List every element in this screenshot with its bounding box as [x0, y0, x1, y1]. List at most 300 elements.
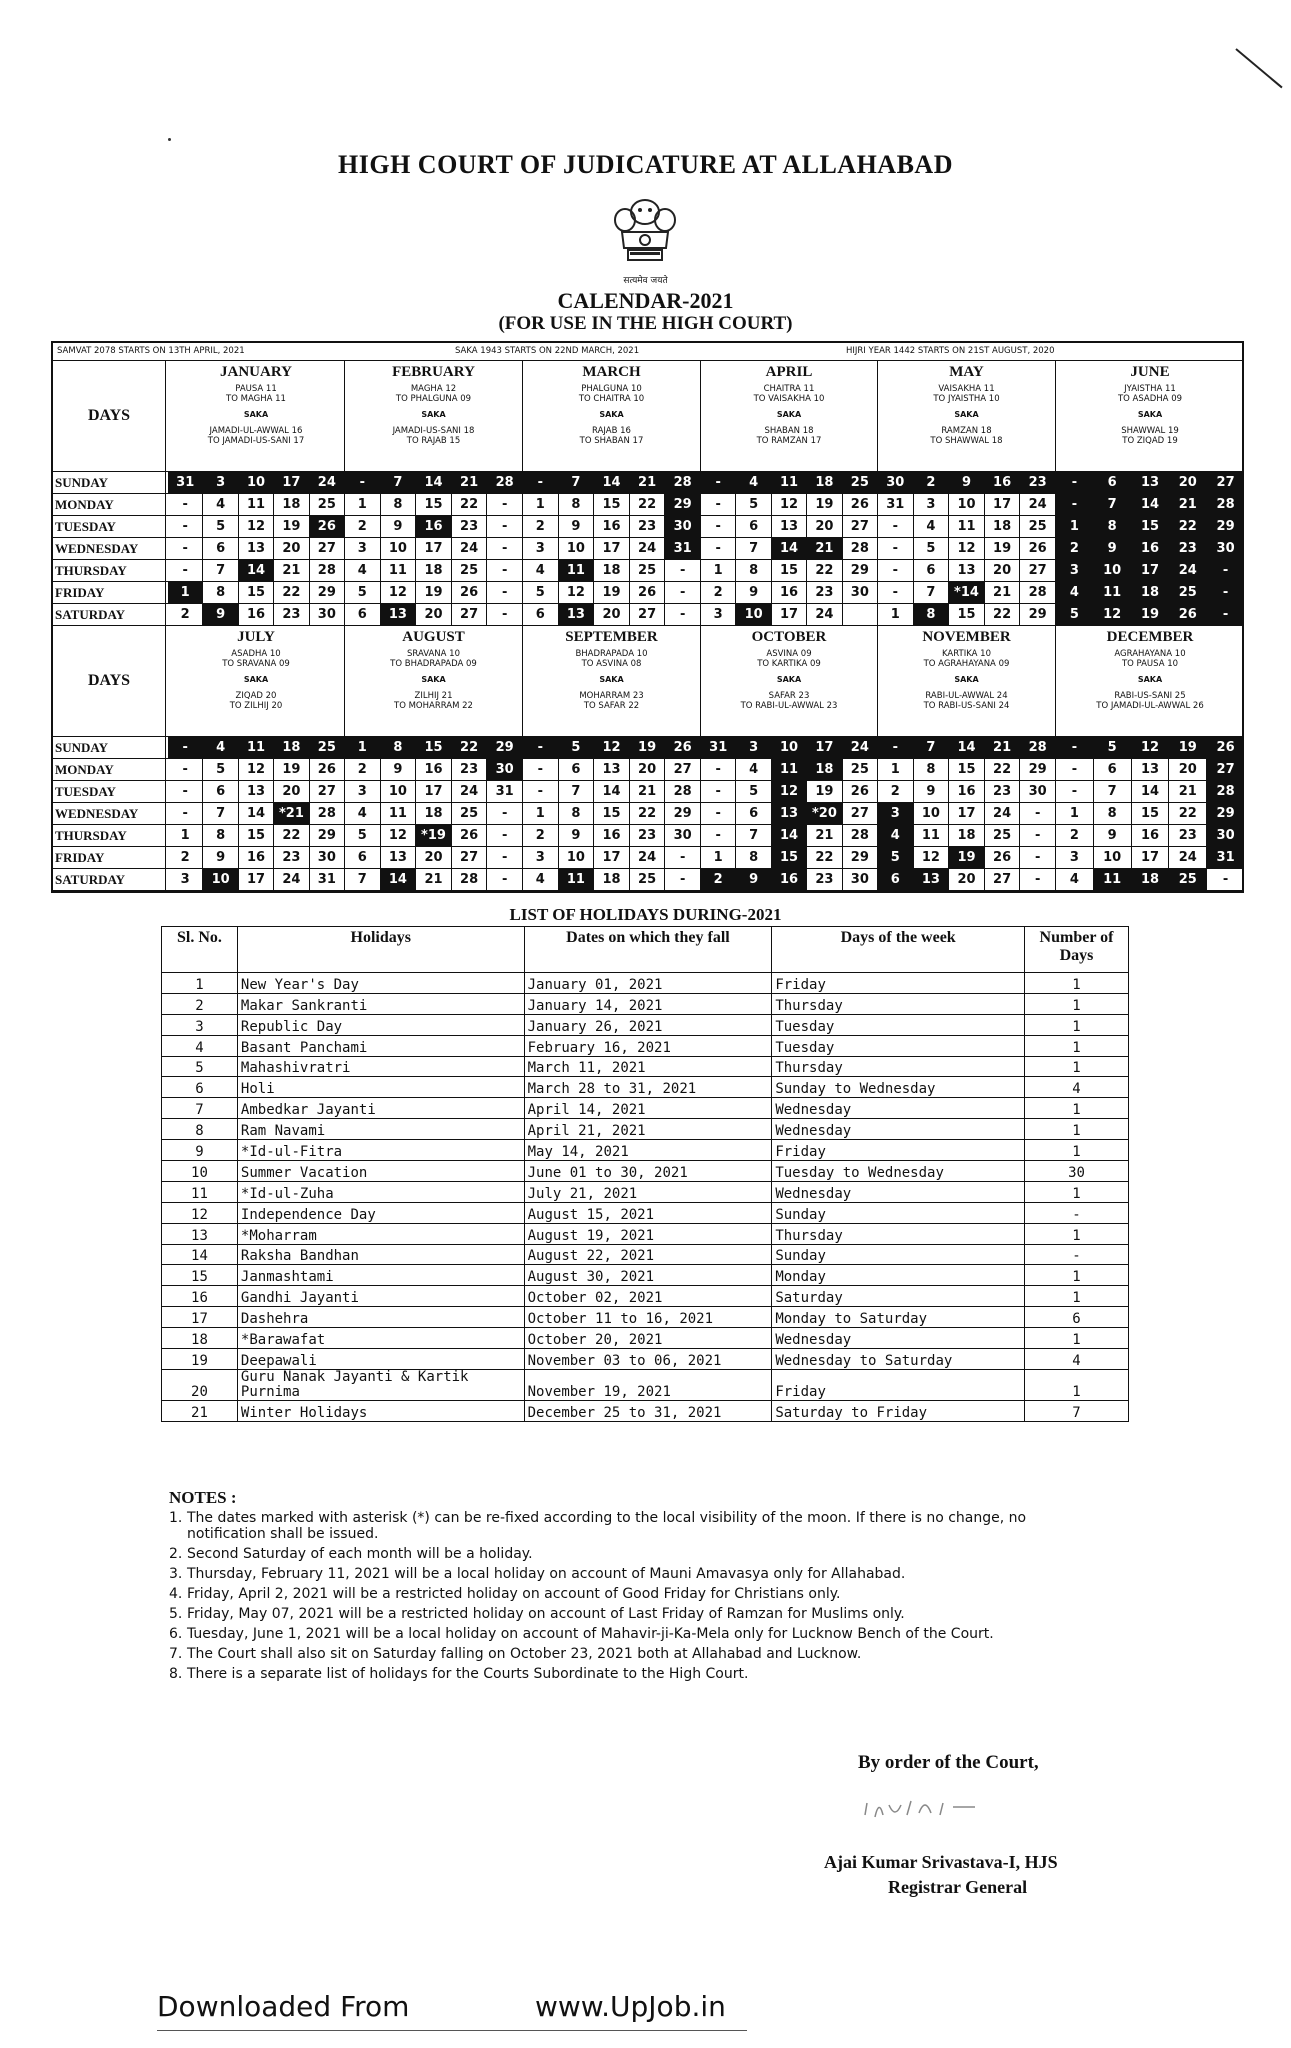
hindu-month-from: ASVINA 09	[766, 649, 812, 659]
date-cell: 25	[985, 825, 1021, 847]
month-week-cells	[701, 781, 878, 803]
date-cell: 27	[317, 541, 336, 556]
holiday-date-cell: 9	[1094, 538, 1132, 560]
holiday-row	[162, 1307, 1129, 1328]
month-week-cells	[168, 847, 345, 869]
holiday-row	[162, 1244, 1129, 1265]
date-cell: 17	[1132, 847, 1170, 869]
holiday-date-cell: 3	[1056, 560, 1094, 582]
weekday-label: FRIDAY	[53, 582, 166, 604]
hindu-month-from: KARTIKA 10	[942, 649, 991, 659]
date-cell: 21	[985, 582, 1021, 604]
hijri-month-to: TO JAMADI-US-SANI 17	[207, 436, 305, 446]
holiday-num-days: 1	[1025, 1286, 1129, 1307]
date-cell: 3	[345, 781, 381, 803]
note-number: 1.	[169, 1510, 183, 1526]
holiday-weekdays: Friday	[772, 1140, 1025, 1161]
holiday-row	[162, 1223, 1129, 1244]
month-week-cells	[1056, 516, 1244, 538]
date-cell: -	[501, 497, 508, 512]
date-cell: 25	[850, 762, 869, 777]
date-cell: 4	[914, 516, 950, 538]
month-name: DECEMBER	[1106, 629, 1194, 645]
holiday-date-cell: 11	[1094, 582, 1132, 604]
saka-info: SAKA 1943 STARTS ON 22ND MARCH, 2021	[455, 346, 640, 356]
holiday-name: Basant Panchami	[237, 1035, 524, 1056]
holiday-date-cell: 21	[1169, 494, 1207, 516]
hijri-month-from: SAFAR 23	[768, 691, 810, 701]
motto: सत्यमेव जयते	[623, 276, 668, 286]
saka-label: SAKA	[954, 410, 979, 419]
holiday-sl-no: 17	[162, 1307, 238, 1328]
holiday-date-cell: 2	[1056, 538, 1094, 560]
holiday-date-cell: 22	[452, 737, 488, 759]
month-header-september	[523, 626, 701, 736]
holiday-num-days: -	[1025, 1202, 1129, 1223]
date-cell: -	[679, 850, 686, 865]
date-cell: -	[501, 850, 508, 865]
holiday-date-cell: 7	[559, 472, 595, 494]
weekday-label: SATURDAY	[53, 869, 166, 891]
date-cell: -	[679, 872, 686, 887]
date-cell: 8	[1094, 803, 1132, 825]
date-cell: 28	[317, 806, 336, 821]
date-cell: 25	[1028, 519, 1047, 534]
date-cell: 27	[985, 869, 1021, 891]
date-cell: 28	[317, 563, 336, 578]
date-cell: 22	[807, 560, 842, 582]
date-cell: 27	[1028, 563, 1047, 578]
date-cell: 9	[203, 847, 238, 869]
date-cell: 23	[630, 516, 666, 538]
date-cell: 25	[630, 560, 666, 582]
month-week-cells	[168, 737, 345, 759]
holiday-date-cell: 17	[274, 472, 309, 494]
holiday-date-cell: 4	[1056, 582, 1094, 604]
date-cell: 13	[239, 781, 274, 803]
month-week-cells	[878, 516, 1056, 538]
date-cell: 2	[168, 847, 203, 869]
date-cell: 20	[416, 604, 452, 626]
holiday-dates: January 26, 2021	[524, 1014, 772, 1035]
date-cell: 21	[807, 825, 842, 847]
holiday-date-cell: 12	[594, 737, 630, 759]
date-cell: 4	[345, 803, 381, 825]
date-cell: 22	[985, 759, 1021, 781]
calendar-subtitle: (FOR USE IN THE HIGH COURT)	[498, 313, 793, 334]
date-cell: 20	[274, 781, 309, 803]
holiday-date-cell: -	[523, 472, 559, 494]
holiday-date-cell: 24	[843, 737, 877, 759]
date-cell: 7	[736, 825, 771, 847]
hindu-month-from: SRAVANA 10	[406, 649, 460, 659]
date-cell: 4	[523, 560, 559, 582]
date-cell: 9	[381, 759, 417, 781]
date-cell: 22	[274, 825, 309, 847]
note-item	[169, 1626, 1069, 1642]
holiday-date-cell: *21	[274, 803, 309, 825]
date-cell: 6	[345, 604, 381, 626]
holiday-weekdays: Friday	[772, 973, 1025, 994]
holiday-sl-no: 21	[162, 1400, 238, 1421]
holiday-sl-no: 14	[162, 1244, 238, 1265]
date-cell: 6	[1094, 759, 1132, 781]
date-cell: 15	[949, 759, 985, 781]
date-cell: 10	[559, 847, 595, 869]
month-week-cells	[878, 472, 1056, 494]
month-header-april	[701, 361, 878, 471]
date-cell: 17	[416, 538, 452, 560]
holiday-date-cell: 3	[736, 737, 771, 759]
date-cell: 21	[1169, 781, 1207, 803]
date-cell: -	[701, 538, 736, 560]
holiday-row	[162, 993, 1129, 1014]
date-cell: 9	[736, 582, 771, 604]
date-cell: -	[878, 538, 914, 560]
date-cell: 16	[416, 759, 452, 781]
weekday-row	[53, 582, 1242, 604]
holiday-date-cell: 9	[736, 869, 771, 891]
date-cell: -	[1056, 759, 1094, 781]
date-cell: 6	[559, 759, 595, 781]
date-cell: 9	[914, 781, 950, 803]
month-week-cells	[701, 604, 878, 626]
holiday-sl-no: 1	[162, 973, 238, 994]
holiday-weekdays: Monday to Saturday	[772, 1307, 1025, 1328]
weekday-label: SUNDAY	[53, 472, 166, 494]
date-cell: 26	[630, 582, 666, 604]
holiday-num-days: 1	[1025, 1369, 1129, 1400]
holiday-date-cell: 28	[1020, 737, 1055, 759]
holiday-date-cell: 15	[772, 847, 807, 869]
holiday-num-days: 6	[1025, 1307, 1129, 1328]
days-column-header: DAYS	[53, 626, 166, 736]
holiday-num-days: 7	[1025, 1400, 1129, 1421]
month-week-cells	[878, 825, 1056, 847]
holiday-name: Republic Day	[237, 1014, 524, 1035]
holiday-date-cell: 18	[1132, 869, 1170, 891]
speck	[168, 138, 171, 141]
holiday-date-cell: 26	[1207, 737, 1244, 759]
holiday-date-cell: 21	[807, 538, 842, 560]
calendar-half-jul-dec	[53, 626, 1242, 891]
holiday-date-cell: 30	[1207, 825, 1244, 847]
notes-list	[169, 1510, 1069, 1686]
holiday-dates: March 28 to 31, 2021	[524, 1077, 772, 1098]
holiday-date-cell: 9	[203, 604, 238, 626]
date-cell: 5	[736, 781, 771, 803]
holiday-date-cell: 29	[1207, 803, 1244, 825]
month-week-cells	[523, 803, 701, 825]
holiday-date-cell: 21	[630, 472, 666, 494]
date-cell: 22	[274, 582, 309, 604]
month-header-june	[1056, 361, 1244, 471]
date-cell: 30	[673, 828, 692, 843]
footer-site-link[interactable]: www.UpJob.in	[535, 1990, 726, 2023]
date-cell: 28	[673, 784, 692, 799]
holiday-date-cell: 13	[1132, 472, 1170, 494]
holiday-name: Ambedkar Jayanti	[237, 1098, 524, 1119]
holiday-date-cell: 14	[949, 737, 985, 759]
month-week-cells	[1056, 538, 1244, 560]
note-number: 4.	[169, 1586, 183, 1602]
weekday-row	[53, 759, 1242, 781]
month-name: APRIL	[765, 364, 813, 380]
date-cell: -	[501, 585, 508, 600]
holiday-dates: January 14, 2021	[524, 993, 772, 1014]
date-cell: 1	[701, 560, 736, 582]
holiday-date-cell: 21	[452, 472, 488, 494]
holiday-sl-no: 2	[162, 993, 238, 1014]
date-cell: -	[701, 803, 736, 825]
holiday-date-cell: 31	[665, 538, 700, 560]
date-cell: 8	[203, 582, 238, 604]
month-week-cells	[168, 781, 345, 803]
holiday-weekdays: Tuesday	[772, 1035, 1025, 1056]
holiday-num-days: 1	[1025, 1140, 1129, 1161]
header-holidays: Holidays	[237, 927, 524, 973]
hijri-month-to: TO RABI-UL-AWWAL 23	[740, 701, 838, 711]
holiday-date-cell: 10	[772, 737, 807, 759]
date-cell: -	[168, 560, 203, 582]
holiday-weekdays: Sunday to Wednesday	[772, 1077, 1025, 1098]
month-week-cells	[878, 494, 1056, 516]
weekday-row	[53, 737, 1242, 759]
holiday-name: Ram Navami	[237, 1119, 524, 1140]
holiday-date-cell: -	[701, 472, 736, 494]
date-cell: 25	[452, 803, 488, 825]
holiday-row	[162, 1161, 1129, 1182]
date-cell: 10	[381, 538, 417, 560]
month-week-cells	[878, 582, 1056, 604]
holiday-date-cell: 30	[1207, 538, 1244, 560]
hindu-month-to: TO JYAISTHA 10	[933, 394, 1000, 404]
month-week-cells	[701, 847, 878, 869]
date-cell: -	[501, 541, 508, 556]
date-cell: -	[168, 494, 203, 516]
date-cell: 5	[345, 825, 381, 847]
month-header-january	[168, 361, 345, 471]
hindu-month-to: TO MAGHA 11	[226, 394, 286, 404]
date-cell: 23	[274, 847, 309, 869]
holiday-weekdays: Wednesday	[772, 1181, 1025, 1202]
footer-rule	[157, 2030, 747, 2031]
date-cell: 12	[914, 847, 950, 869]
hijri-month-to: TO JAMADI-UL-AWWAL 26	[1096, 701, 1204, 711]
holiday-date-cell: 26	[665, 737, 700, 759]
holiday-name: *Moharram	[237, 1223, 524, 1244]
month-week-cells	[345, 737, 523, 759]
date-cell: 7	[914, 582, 950, 604]
date-cell: 20	[985, 560, 1021, 582]
holiday-dates: November 03 to 06, 2021	[524, 1349, 772, 1370]
holiday-date-cell: 10	[736, 604, 771, 626]
note-number: 8.	[169, 1666, 183, 1682]
date-cell: 16	[594, 825, 630, 847]
date-cell: 27	[452, 847, 488, 869]
month-week-cells	[345, 516, 523, 538]
date-cell: -	[1034, 850, 1041, 865]
holiday-date-cell: 26	[1169, 604, 1207, 626]
date-cell: 15	[949, 604, 985, 626]
month-header-band	[53, 361, 1242, 472]
holiday-date-cell: -	[1056, 472, 1094, 494]
date-cell: 3	[523, 847, 559, 869]
holiday-weekdays: Saturday	[772, 1286, 1025, 1307]
holiday-date-cell: *19	[416, 825, 452, 847]
date-cell: 2	[1056, 825, 1094, 847]
holiday-date-cell: 4	[878, 825, 914, 847]
date-cell: 20	[949, 869, 985, 891]
month-week-cells	[701, 494, 878, 516]
holiday-date-cell: 12	[772, 781, 807, 803]
holiday-date-cell: 23	[1020, 472, 1055, 494]
hindu-month-from: MAGHA 12	[410, 384, 457, 394]
date-cell: 3	[345, 538, 381, 560]
date-cell: 24	[274, 869, 309, 891]
holiday-row	[162, 1286, 1129, 1307]
date-cell: 13	[949, 560, 985, 582]
date-cell: 7	[1094, 781, 1132, 803]
date-cell: 6	[203, 781, 238, 803]
holiday-date-cell: 29	[665, 494, 700, 516]
holiday-name: Janmashtami	[237, 1265, 524, 1286]
notes-title: NOTES :	[169, 1488, 237, 1507]
month-week-cells	[701, 737, 878, 759]
holiday-name: New Year's Day	[237, 973, 524, 994]
date-cell: 11	[381, 803, 417, 825]
date-cell: 12	[949, 538, 985, 560]
holiday-num-days: 1	[1025, 1328, 1129, 1349]
hindu-month-to: TO KARTIKA 09	[757, 659, 821, 669]
samvat-info: SAMVAT 2078 STARTS ON 13TH APRIL, 2021	[57, 346, 245, 356]
holiday-date-cell: -	[1207, 560, 1244, 582]
date-cell: 5	[203, 516, 238, 538]
date-cell: 8	[559, 803, 595, 825]
date-cell: 17	[985, 494, 1021, 516]
date-cell: 10	[559, 538, 595, 560]
holiday-weekdays: Tuesday	[772, 1014, 1025, 1035]
holiday-sl-no: 7	[162, 1098, 238, 1119]
holiday-date-cell: 7	[1094, 494, 1132, 516]
weekday-label: MONDAY	[53, 494, 166, 516]
month-week-cells	[168, 582, 345, 604]
month-week-cells	[1056, 582, 1244, 604]
month-week-cells	[1056, 759, 1244, 781]
holiday-date-cell: 11	[772, 472, 807, 494]
holiday-row	[162, 1265, 1129, 1286]
holiday-name: Independence Day	[237, 1202, 524, 1223]
date-cell: 17	[772, 604, 807, 626]
hindu-month-to: TO PAUSA 10	[1121, 659, 1179, 669]
date-cell: 23	[807, 582, 842, 604]
date-cell: 3	[1056, 847, 1094, 869]
date-cell: 1	[168, 825, 203, 847]
date-cell: -	[679, 585, 686, 600]
date-cell: 6	[914, 560, 950, 582]
date-cell: 7	[559, 781, 595, 803]
date-cell: 26	[1028, 541, 1047, 556]
date-cell: 28	[1028, 585, 1047, 600]
month-week-cells	[878, 781, 1056, 803]
date-cell: 13	[772, 516, 807, 538]
corner-mark	[1235, 48, 1282, 88]
date-cell: 16	[594, 516, 630, 538]
holiday-date-cell: 20	[1169, 472, 1207, 494]
hijri-month-from: MOHARRAM 23	[579, 691, 644, 701]
date-cell: -	[168, 516, 203, 538]
date-cell: 5	[914, 538, 950, 560]
days-column-header: DAYS	[53, 361, 166, 471]
note-item	[169, 1510, 1069, 1542]
holiday-date-cell: 31	[1207, 847, 1244, 869]
date-cell: 2	[878, 781, 914, 803]
holiday-row	[162, 1098, 1129, 1119]
holiday-date-cell: -	[168, 737, 203, 759]
date-cell: 10	[949, 494, 985, 516]
date-cell: 15	[594, 494, 630, 516]
signatory-name: Ajai Kumar Srivastava-I, HJS	[824, 1852, 1058, 1872]
holiday-date-cell: 13	[381, 604, 417, 626]
month-week-cells	[523, 781, 701, 803]
holiday-date-cell: 22	[1169, 516, 1207, 538]
saka-label: SAKA	[599, 675, 624, 684]
date-cell: 11	[914, 825, 950, 847]
date-cell: 5	[736, 494, 771, 516]
date-cell: 16	[1132, 825, 1170, 847]
date-cell: 23	[807, 869, 842, 891]
weekday-row	[53, 516, 1242, 538]
date-cell: 14	[594, 781, 630, 803]
weekday-row	[53, 803, 1242, 825]
date-cell: 22	[1169, 803, 1207, 825]
month-week-cells	[878, 847, 1056, 869]
holiday-dates: November 19, 2021	[524, 1369, 772, 1400]
holiday-weekdays: Sunday	[772, 1244, 1025, 1265]
date-cell: 2	[523, 516, 559, 538]
month-week-cells	[1056, 825, 1244, 847]
note-text: Tuesday, June 1, 2021 will be a local holiday on account of Mahavir-ji-Ka-Mela only for Lucknow Bench of the Court.	[187, 1626, 994, 1642]
date-cell: 6	[736, 803, 771, 825]
date-cell: 4	[345, 560, 381, 582]
holiday-date-cell: 26	[310, 516, 344, 538]
date-cell: 21	[416, 869, 452, 891]
month-week-cells	[1056, 847, 1244, 869]
month-name: OCTOBER	[751, 629, 827, 645]
date-cell: -	[1222, 872, 1229, 887]
date-cell: -	[878, 560, 914, 582]
weekday-label: SUNDAY	[53, 737, 166, 759]
hindu-month-from: JYAISTHA 11	[1124, 384, 1176, 394]
month-name: JUNE	[1130, 364, 1170, 380]
saka-label: SAKA	[243, 410, 269, 419]
holiday-dates: December 25 to 31, 2021	[524, 1400, 772, 1421]
date-cell: 2	[345, 759, 381, 781]
date-cell: 18	[594, 869, 630, 891]
date-cell: 3	[914, 494, 950, 516]
hindu-month-to: TO AGRAHAYANA 09	[923, 659, 1010, 669]
date-cell: 15	[772, 560, 807, 582]
month-week-cells	[345, 803, 523, 825]
hindu-month-from: CHAITRA 11	[763, 384, 815, 394]
date-cell: 24	[1169, 847, 1207, 869]
holiday-date-cell: 27	[1207, 472, 1244, 494]
holiday-name: *Barawafat	[237, 1328, 524, 1349]
hindu-month-to: TO VAISAKHA 10	[753, 394, 825, 404]
hindu-month-from: PHALGUNA 10	[581, 384, 642, 394]
holiday-date-cell: 14	[772, 825, 807, 847]
date-cell: 30	[317, 607, 336, 622]
